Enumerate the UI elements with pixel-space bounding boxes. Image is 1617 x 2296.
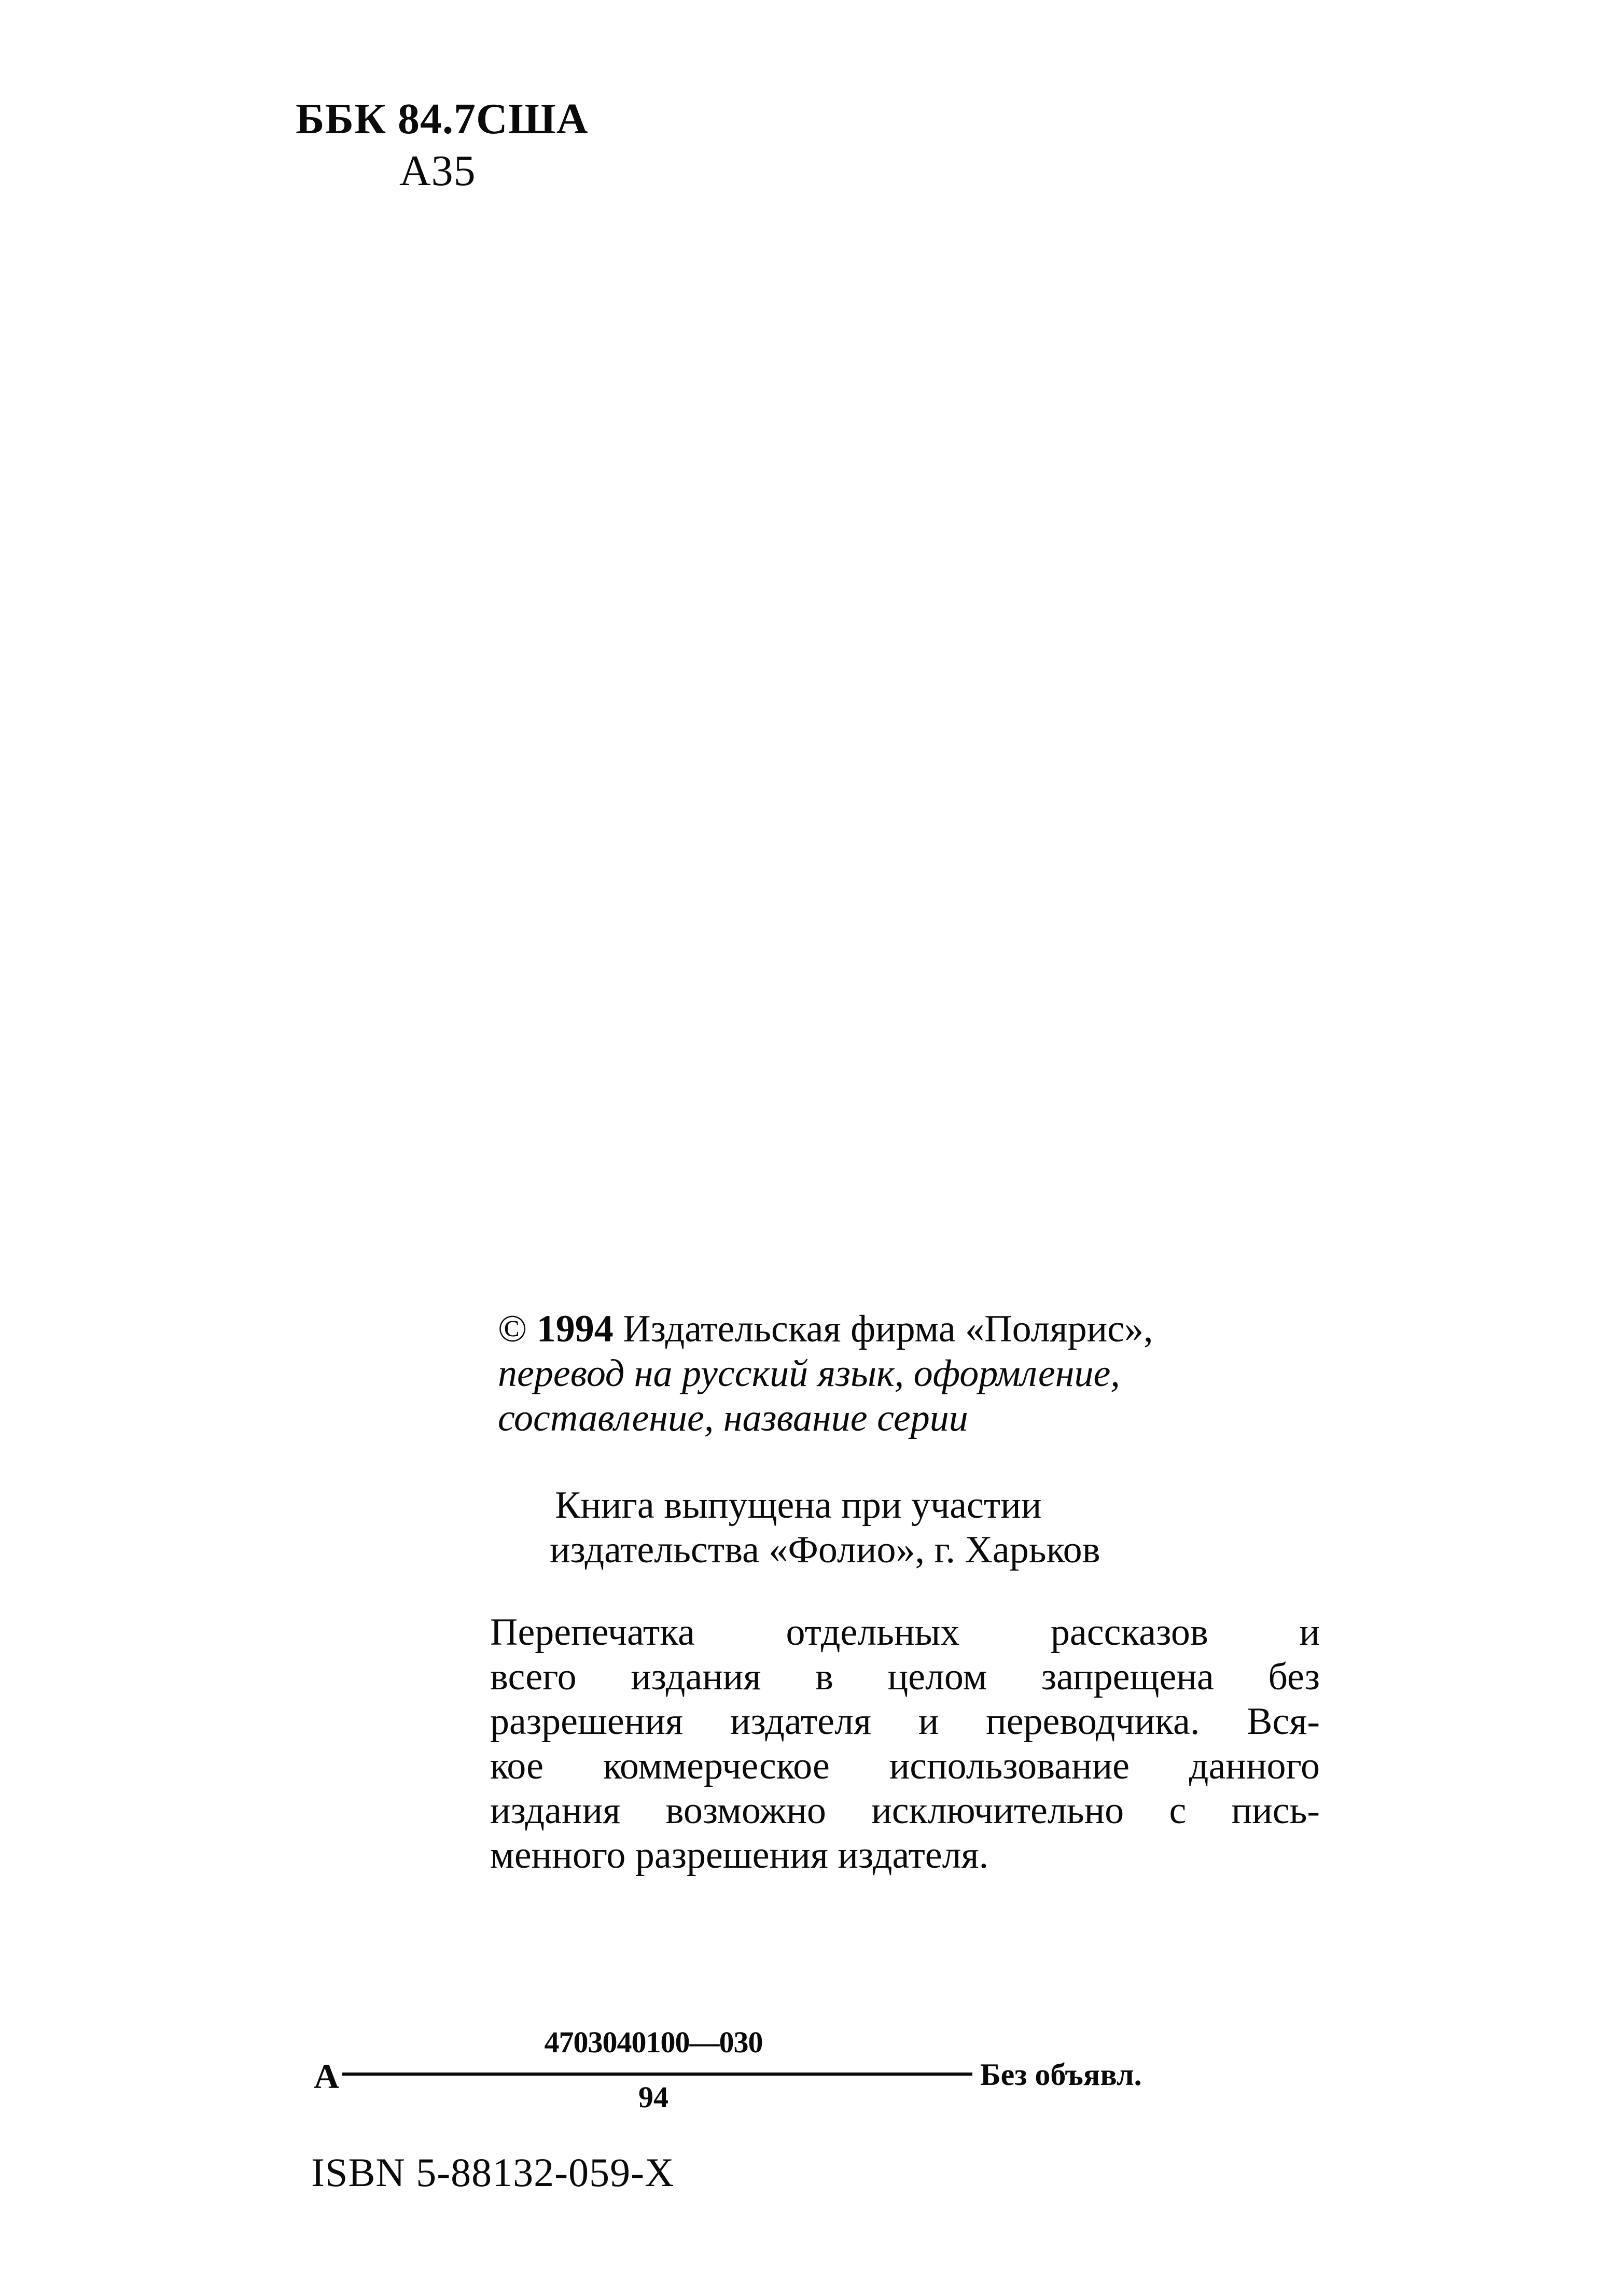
reprint-notice — [490, 1610, 1320, 1878]
index-numerator: 4703040100—030 — [544, 2025, 763, 2059]
index-fraction-bar — [342, 2073, 972, 2076]
reprint-line: издания возможно исключительно с пись- — [490, 1789, 1320, 1832]
reprint-line: всего издания в целом запрещена без — [490, 1656, 1320, 1698]
copyright-symbol: © — [498, 1308, 527, 1350]
bbk-code: ББК 84.7США — [296, 95, 589, 143]
classification-block — [296, 93, 589, 197]
index-letter: А — [314, 2056, 340, 2096]
participation-notice — [550, 1483, 1100, 1572]
reprint-line: Перепечатка отдельных рассказов и — [490, 1611, 1320, 1654]
copyright-notice — [498, 1307, 1153, 1440]
index-denominator: 94 — [638, 2080, 668, 2114]
participation-line-2: издательства «Фолио», г. Харьков — [550, 1529, 1100, 1571]
isbn: ISBN 5-88132-059-X — [311, 2150, 675, 2195]
author-mark: А35 — [399, 147, 476, 195]
index-note: Без объявл. — [980, 2057, 1142, 2092]
copyright-rights-line-1: перевод на русский язык, оформление, — [498, 1352, 1120, 1395]
reprint-line: разрешения издателя и переводчика. Вся- — [490, 1700, 1320, 1743]
participation-line-1: Книга выпущена при участии — [555, 1484, 1042, 1527]
reprint-line: менного разрешения издателя. — [490, 1834, 989, 1877]
copyright-year: 1994 — [536, 1308, 614, 1350]
copyright-rights-line-2: составление, название серии — [498, 1397, 968, 1439]
copyright-holder: Издательская фирма «Полярис», — [623, 1308, 1153, 1350]
reprint-line: кое коммерческое использование данного — [490, 1745, 1320, 1787]
